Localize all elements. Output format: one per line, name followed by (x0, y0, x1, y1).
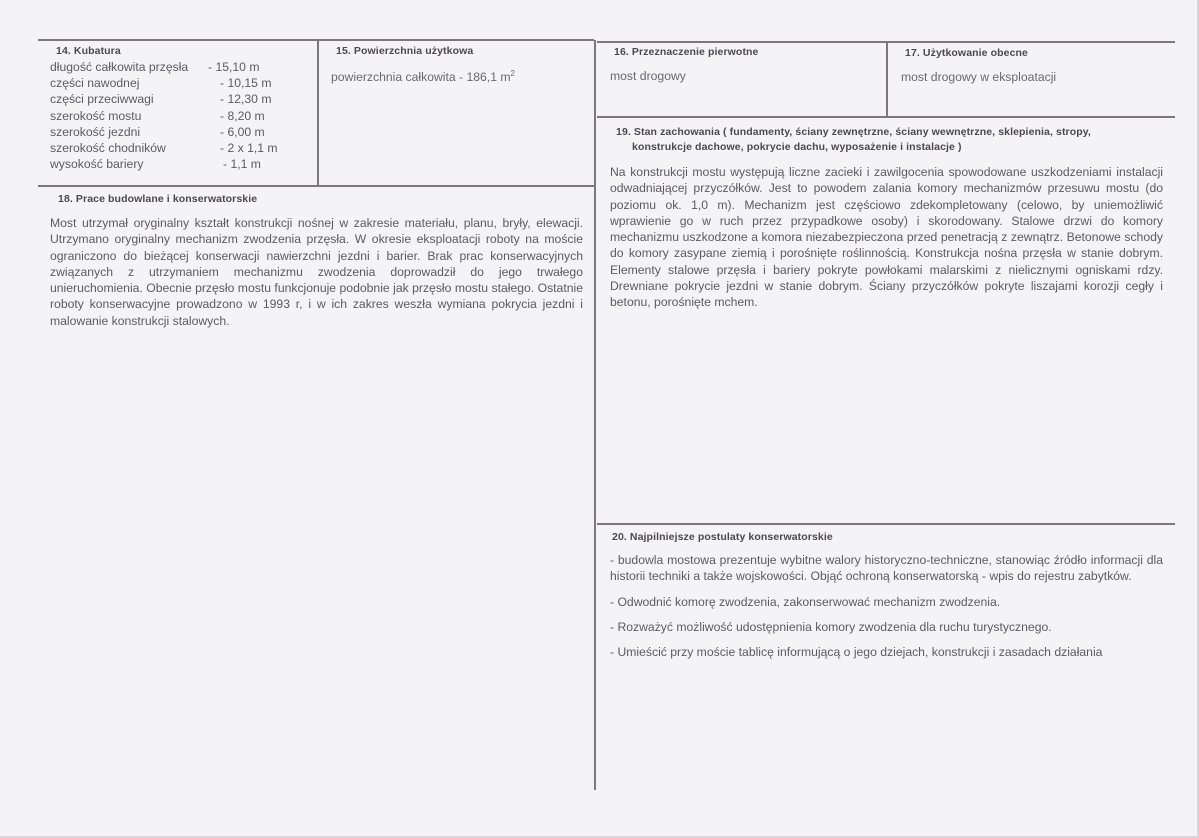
section-17-text: most drogowy w eksploatacji (901, 70, 1057, 84)
rule-under-14 (38, 185, 594, 187)
top-rule-left (38, 39, 594, 41)
dimension-row (50, 59, 315, 75)
dimension-value: - 10,15 m (220, 76, 272, 91)
rule-above-20 (597, 523, 1175, 525)
area-unit-exponent: 2 (510, 69, 515, 78)
divider-16-17 (886, 42, 888, 116)
dimension-label: części nawodnej (50, 76, 140, 91)
dimension-row (50, 140, 315, 156)
section-18-text: Most utrzymał oryginalny kształt konstrukcji nośnej w zakresie materiału, planu, bryły, elewacji. Utrzymano oryginalny mechanizm zwodzenia przęsła. W okresie eksploatacji roboty na moście ograniczono do bieżącej konserwacji nawierzchni jezdni i barier. Brak prac konserwacyjnych związanych z utrzymaniem mechanizmu zwodzenia doprowadził do jego trwałego unieruchomienia. Obecnie przęsło mostu funkcjonuje podobnie jak przęsło mostu stałego. Ostatnie roboty konserwacyjne prowadzono w 1993 r, i w ich zakres weszła wymiana pokrycia jezdni i malowanie konstrukcji stalowych. (50, 216, 583, 328)
section-19-title-line1: 19. Stan zachowania ( fundamenty, ściany zewnętrzne, ściany wewnętrzne, sklepienia, stropy, (616, 126, 1091, 138)
dimension-label: szerokość chodników (50, 141, 166, 156)
dimension-label: szerokość mostu (50, 108, 142, 123)
section-14-dimensions (50, 59, 315, 172)
rule-under-16 (597, 116, 1175, 118)
postulate-item: - Odwodnić komorę zwodzenia, zakonserwować mechanizm zwodzenia. (610, 594, 1001, 609)
section-19-title-line2: konstrukcje dachowe, pokrycie dachu, wyposażenie i instalacje ) (632, 141, 962, 153)
section-20-title: 20. Najpilniejsze postulaty konserwatorskie (612, 531, 833, 543)
dimension-label: części przeciwwagi (50, 92, 154, 107)
dimension-value: - 15,10 m (208, 60, 260, 74)
section-14-title: 14. Kubatura (56, 45, 121, 57)
usable-area: powierzchnia całkowita - 186,1 m (331, 70, 511, 85)
dimension-value: - 12,30 m (220, 92, 272, 107)
section-17-title: 17. Użytkowanie obecne (905, 47, 1028, 59)
section-18-title: 18. Prace budowlane i konserwatorskie (58, 193, 258, 205)
divider-14-15 (317, 40, 319, 186)
dimension-row (50, 75, 315, 91)
dimension-label: szerokość jezdni (50, 124, 141, 139)
section-15-title: 15. Powierzchnia użytkowa (336, 45, 474, 57)
dimension-row (50, 91, 315, 107)
postulate-item: - Rozważyć możliwość udostępnienia komory zwodzenia dla ruchu turystycznego. (610, 619, 1052, 634)
dimension-value: - 8,20 m (220, 108, 265, 123)
dimension-label: długość całkowita przęsła (50, 60, 189, 74)
section-19-text: Na konstrukcji mostu występują liczne zacieki i zawilgocenia spowodowane uszkodzeniami instalacji odwadniającej przyczółków. Jest to powodem zalania komory mechanizmów przesuwu mostu (do poziomu ok. 1,0 m). Mechanizm jest częściowo zdekompletowany (celowo, by uniemożliwić wprawienie go w ruch przez przypadkowe osoby) i skorodowany. Stalowe drzwi do komory mechanizmu uszkodzone a komora niezabezpieczona przed penetracją z zewnątrz. Betonowe schody do komory zasypane ziemią i porośnięte roślinnością. Konstrukcja nośna przęsła w stanie dobrym. Elementy stalowe przęsła i bariery pokryte powłokami malarskimi z nielicznymi ogniskami rdzy. Drewniane pokrycie jezdni w stanie dobrym. Ściany przyczółków pokryte liszajami korozji cegły i betonu, porośnięte mchem. (610, 165, 1163, 310)
postulate-item: - budowla mostowa prezentuje wybitne walory historyczno-techniczne, stanowiąc źródło informacji dla historii techniki a także wojskowości. Objąć ochroną konserwatorską - wpis do rejestru zabytków. (610, 553, 1163, 584)
section-16-title: 16. Przeznaczenie pierwotne (614, 46, 759, 58)
dimension-row (50, 108, 315, 124)
dimension-value: - 6,00 m (220, 124, 265, 139)
section-20-list (610, 552, 1163, 669)
dimension-value: - 2 x 1,1 m (220, 141, 278, 156)
dimension-row (50, 124, 315, 140)
section-15-text (331, 69, 515, 84)
postulate-item: - Umieścić przy moście tablicę informującą o jego dziejach, konstrukcji i zasadach działania (610, 645, 1103, 660)
dimension-value: - 1,1 m (223, 157, 261, 172)
center-divider (594, 40, 596, 790)
section-16-text: most drogowy (610, 69, 686, 83)
dimension-label: wysokość bariery (50, 157, 144, 172)
dimension-row (50, 156, 315, 172)
